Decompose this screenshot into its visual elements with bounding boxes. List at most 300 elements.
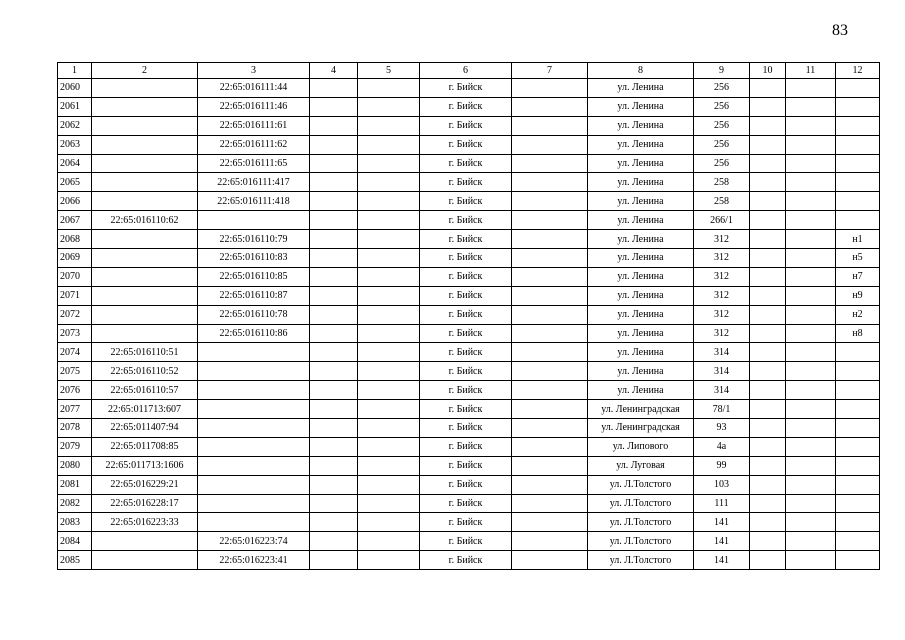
table-cell: 2062 xyxy=(58,116,92,135)
table-cell xyxy=(512,437,588,456)
table-cell xyxy=(512,381,588,400)
table-cell: ул. Ленина xyxy=(588,267,694,286)
table-cell xyxy=(358,97,420,116)
table-cell xyxy=(310,305,358,324)
table-cell xyxy=(836,437,880,456)
table-cell: 2075 xyxy=(58,362,92,381)
table-cell xyxy=(512,324,588,343)
table-cell: 22:65:011708:85 xyxy=(92,437,198,456)
table-cell xyxy=(198,362,310,381)
table-cell xyxy=(92,324,198,343)
table-row xyxy=(58,456,880,475)
table-cell: 22:65:016110:52 xyxy=(92,362,198,381)
table-cell xyxy=(750,116,786,135)
table-cell xyxy=(836,211,880,230)
table-cell xyxy=(358,456,420,475)
table-cell xyxy=(786,249,836,268)
table-cell xyxy=(750,154,786,173)
table-row xyxy=(58,343,880,362)
table-cell: 266/1 xyxy=(694,211,750,230)
table-cell: 22:65:016110:83 xyxy=(198,249,310,268)
table-cell: 22:65:016228:17 xyxy=(92,494,198,513)
table-cell xyxy=(786,437,836,456)
table-cell xyxy=(358,192,420,211)
table-cell: 22:65:011713:1606 xyxy=(92,456,198,475)
table-cell xyxy=(358,400,420,419)
column-header-9: 9 xyxy=(694,63,750,79)
table-row xyxy=(58,192,880,211)
page-number: 83 xyxy=(832,22,848,39)
table-cell xyxy=(512,400,588,419)
table-cell xyxy=(358,437,420,456)
table-cell xyxy=(310,267,358,286)
table-cell xyxy=(358,419,420,438)
table-cell xyxy=(92,267,198,286)
table-cell xyxy=(358,532,420,551)
table-cell: 2079 xyxy=(58,437,92,456)
table-cell xyxy=(512,305,588,324)
table-cell xyxy=(512,116,588,135)
table-cell xyxy=(358,249,420,268)
table-cell xyxy=(786,286,836,305)
table-cell xyxy=(750,532,786,551)
table-cell: 312 xyxy=(694,267,750,286)
table-cell xyxy=(358,211,420,230)
table-cell xyxy=(750,230,786,249)
table-cell xyxy=(358,343,420,362)
table-cell: г. Бийск xyxy=(420,362,512,381)
table-cell xyxy=(310,419,358,438)
table-cell xyxy=(198,475,310,494)
table-cell xyxy=(198,456,310,475)
table-cell: ул. Ленина xyxy=(588,286,694,305)
table-row xyxy=(58,475,880,494)
table-cell xyxy=(786,211,836,230)
table-cell xyxy=(786,419,836,438)
table-cell xyxy=(750,135,786,154)
table-cell xyxy=(836,154,880,173)
table-cell: ул. Л.Толстого xyxy=(588,513,694,532)
table-cell: 256 xyxy=(694,154,750,173)
table-cell: г. Бийск xyxy=(420,173,512,192)
table-cell xyxy=(836,173,880,192)
table-cell xyxy=(750,551,786,570)
table-cell: 2085 xyxy=(58,551,92,570)
column-header-5: 5 xyxy=(358,63,420,79)
table-cell xyxy=(512,249,588,268)
table-cell xyxy=(750,475,786,494)
table-cell: н5 xyxy=(836,249,880,268)
table-cell: 256 xyxy=(694,135,750,154)
table-cell xyxy=(512,211,588,230)
table-cell: г. Бийск xyxy=(420,249,512,268)
table-cell: г. Бийск xyxy=(420,154,512,173)
table-cell xyxy=(786,173,836,192)
table-cell: 2069 xyxy=(58,249,92,268)
table-row xyxy=(58,494,880,513)
table-cell: г. Бийск xyxy=(420,97,512,116)
table-cell xyxy=(786,475,836,494)
table-cell xyxy=(198,211,310,230)
table-cell: г. Бийск xyxy=(420,267,512,286)
table-cell xyxy=(310,343,358,362)
column-header-12: 12 xyxy=(836,63,880,79)
table-row xyxy=(58,97,880,116)
table-header-row xyxy=(58,63,880,79)
table-cell: 2084 xyxy=(58,532,92,551)
table-cell xyxy=(836,513,880,532)
table-cell xyxy=(750,381,786,400)
table-cell xyxy=(786,381,836,400)
table-cell xyxy=(310,173,358,192)
table-cell xyxy=(92,305,198,324)
table-cell xyxy=(786,456,836,475)
table-cell: ул. Л.Толстого xyxy=(588,475,694,494)
table-cell: 2081 xyxy=(58,475,92,494)
table-cell: 22:65:016223:33 xyxy=(92,513,198,532)
table-cell xyxy=(750,343,786,362)
table-cell: 2060 xyxy=(58,79,92,98)
table-cell xyxy=(512,173,588,192)
table-row xyxy=(58,135,880,154)
table-cell xyxy=(92,97,198,116)
table-cell: н8 xyxy=(836,324,880,343)
table-cell: ул. Ленина xyxy=(588,135,694,154)
table-row xyxy=(58,324,880,343)
table-cell xyxy=(750,97,786,116)
table-cell xyxy=(786,532,836,551)
table-cell: 258 xyxy=(694,192,750,211)
table-cell: ул. Ленина xyxy=(588,97,694,116)
table-cell: г. Бийск xyxy=(420,513,512,532)
table-cell: г. Бийск xyxy=(420,475,512,494)
table-cell xyxy=(750,79,786,98)
table-row xyxy=(58,79,880,98)
table-cell xyxy=(512,97,588,116)
table-cell: 22:65:011407:94 xyxy=(92,419,198,438)
table-cell: 22:65:016110:78 xyxy=(198,305,310,324)
table-cell xyxy=(750,513,786,532)
table-cell: ул. Ленина xyxy=(588,249,694,268)
table-cell xyxy=(92,135,198,154)
column-header-2: 2 xyxy=(92,63,198,79)
table-cell xyxy=(786,135,836,154)
table-cell xyxy=(358,475,420,494)
table-cell xyxy=(836,494,880,513)
column-header-11: 11 xyxy=(786,63,836,79)
table-cell xyxy=(750,286,786,305)
table-row xyxy=(58,419,880,438)
table-cell: 312 xyxy=(694,324,750,343)
table-cell xyxy=(358,305,420,324)
table-cell: 2083 xyxy=(58,513,92,532)
column-header-3: 3 xyxy=(198,63,310,79)
table-cell: 141 xyxy=(694,532,750,551)
column-header-1: 1 xyxy=(58,63,92,79)
table-cell: г. Бийск xyxy=(420,79,512,98)
table-cell: 312 xyxy=(694,230,750,249)
table-cell xyxy=(836,135,880,154)
table-cell: 2078 xyxy=(58,419,92,438)
table-cell xyxy=(310,97,358,116)
table-cell xyxy=(786,494,836,513)
table-cell xyxy=(310,230,358,249)
column-header-7: 7 xyxy=(512,63,588,79)
table-cell: 256 xyxy=(694,116,750,135)
table-cell xyxy=(786,400,836,419)
table-cell xyxy=(310,324,358,343)
table-cell xyxy=(92,249,198,268)
table-cell: 22:65:011713:607 xyxy=(92,400,198,419)
table-cell xyxy=(786,154,836,173)
table-cell: ул. Луговая xyxy=(588,456,694,475)
table-cell: 22:65:016110:86 xyxy=(198,324,310,343)
table-cell xyxy=(358,551,420,570)
table-cell xyxy=(750,437,786,456)
table-cell: 2066 xyxy=(58,192,92,211)
table-cell: г. Бийск xyxy=(420,437,512,456)
table-cell xyxy=(512,494,588,513)
table-cell xyxy=(750,324,786,343)
table-cell xyxy=(512,192,588,211)
address-table xyxy=(57,62,880,570)
table-cell xyxy=(358,79,420,98)
table-cell xyxy=(358,513,420,532)
table-row xyxy=(58,513,880,532)
table-cell xyxy=(310,362,358,381)
table-row xyxy=(58,305,880,324)
table-cell xyxy=(92,154,198,173)
table-row xyxy=(58,173,880,192)
table-cell xyxy=(836,419,880,438)
table-body xyxy=(58,79,880,570)
column-header-10: 10 xyxy=(750,63,786,79)
table-cell: н2 xyxy=(836,305,880,324)
table-cell xyxy=(836,343,880,362)
table-cell xyxy=(358,116,420,135)
table-row xyxy=(58,230,880,249)
table-row xyxy=(58,211,880,230)
table-cell xyxy=(512,475,588,494)
table-cell: ул. Ленина xyxy=(588,230,694,249)
table-cell xyxy=(836,97,880,116)
table-cell xyxy=(836,456,880,475)
table-cell xyxy=(512,419,588,438)
table-cell: 141 xyxy=(694,513,750,532)
table-cell: г. Бийск xyxy=(420,211,512,230)
table-cell xyxy=(358,135,420,154)
table-cell xyxy=(358,494,420,513)
table-cell: 2077 xyxy=(58,400,92,419)
table-cell xyxy=(512,513,588,532)
table-cell xyxy=(92,551,198,570)
table-cell: н7 xyxy=(836,267,880,286)
table-cell: ул. Ленина xyxy=(588,343,694,362)
table-cell xyxy=(750,173,786,192)
table-cell xyxy=(750,211,786,230)
table-cell: г. Бийск xyxy=(420,286,512,305)
table-cell: 111 xyxy=(694,494,750,513)
table-cell xyxy=(786,79,836,98)
table-row xyxy=(58,154,880,173)
table-cell xyxy=(310,381,358,400)
table-cell: г. Бийск xyxy=(420,532,512,551)
table-cell: ул. Л.Толстого xyxy=(588,494,694,513)
table-cell: 22:65:016111:46 xyxy=(198,97,310,116)
table-cell: ул. Ленина xyxy=(588,324,694,343)
table-cell xyxy=(512,456,588,475)
table-cell: 2061 xyxy=(58,97,92,116)
table-cell: 22:65:016110:85 xyxy=(198,267,310,286)
table-cell: 2071 xyxy=(58,286,92,305)
table-cell: ул. Ленинградская xyxy=(588,419,694,438)
table-cell: н9 xyxy=(836,286,880,305)
table-cell: 2074 xyxy=(58,343,92,362)
table-cell xyxy=(310,494,358,513)
table-cell xyxy=(358,381,420,400)
table-cell xyxy=(512,343,588,362)
table-row xyxy=(58,267,880,286)
table-cell xyxy=(512,135,588,154)
table-cell: 22:65:016110:57 xyxy=(92,381,198,400)
table-cell: ул. Л.Толстого xyxy=(588,532,694,551)
table-cell: 314 xyxy=(694,381,750,400)
table-cell: 2073 xyxy=(58,324,92,343)
table-cell: г. Бийск xyxy=(420,400,512,419)
column-header-6: 6 xyxy=(420,63,512,79)
table-cell: 314 xyxy=(694,362,750,381)
table-cell: г. Бийск xyxy=(420,230,512,249)
table-cell xyxy=(836,551,880,570)
table-cell: 2080 xyxy=(58,456,92,475)
table-cell xyxy=(310,116,358,135)
table-row xyxy=(58,532,880,551)
table-cell xyxy=(310,79,358,98)
table-cell xyxy=(512,79,588,98)
table-cell: 22:65:016110:79 xyxy=(198,230,310,249)
table-cell: ул. Ленина xyxy=(588,116,694,135)
table-cell xyxy=(358,286,420,305)
table-cell xyxy=(836,192,880,211)
table-cell xyxy=(786,343,836,362)
table-cell xyxy=(310,475,358,494)
table-cell xyxy=(310,135,358,154)
table-cell xyxy=(750,362,786,381)
table-cell: 22:65:016111:44 xyxy=(198,79,310,98)
table-cell: 256 xyxy=(694,79,750,98)
table-cell: г. Бийск xyxy=(420,343,512,362)
table-cell xyxy=(786,324,836,343)
table-cell: г. Бийск xyxy=(420,494,512,513)
table-cell xyxy=(750,456,786,475)
table-cell: 22:65:016223:74 xyxy=(198,532,310,551)
table-cell: 312 xyxy=(694,286,750,305)
table-row xyxy=(58,437,880,456)
table-cell: 93 xyxy=(694,419,750,438)
table-row xyxy=(58,381,880,400)
table-cell: ул. Ленина xyxy=(588,154,694,173)
table-cell xyxy=(310,400,358,419)
table-cell xyxy=(198,513,310,532)
table-cell xyxy=(786,230,836,249)
table-cell: г. Бийск xyxy=(420,116,512,135)
table-cell xyxy=(198,343,310,362)
table-cell xyxy=(92,286,198,305)
table-cell xyxy=(358,154,420,173)
table-cell xyxy=(786,97,836,116)
table-cell xyxy=(750,419,786,438)
table-cell xyxy=(358,230,420,249)
table-cell xyxy=(512,154,588,173)
table-cell xyxy=(358,362,420,381)
table-cell: г. Бийск xyxy=(420,456,512,475)
table-cell xyxy=(198,437,310,456)
table-cell xyxy=(786,362,836,381)
table-cell: ул. Ленина xyxy=(588,173,694,192)
table-cell: 2063 xyxy=(58,135,92,154)
table-cell xyxy=(310,532,358,551)
table-cell: ул. Ленина xyxy=(588,362,694,381)
table-cell xyxy=(92,173,198,192)
table-cell: 22:65:016110:62 xyxy=(92,211,198,230)
table-cell xyxy=(310,456,358,475)
table-cell xyxy=(750,267,786,286)
table-cell xyxy=(512,532,588,551)
table-cell xyxy=(786,305,836,324)
table-cell xyxy=(750,192,786,211)
table-cell: ул. Ленина xyxy=(588,79,694,98)
table-cell: ул. Ленина xyxy=(588,211,694,230)
table-cell xyxy=(358,324,420,343)
table-cell: 22:65:016111:418 xyxy=(198,192,310,211)
table-cell: ул. Ленина xyxy=(588,381,694,400)
table-cell xyxy=(512,230,588,249)
table-cell xyxy=(198,400,310,419)
table-cell xyxy=(836,362,880,381)
table-cell xyxy=(310,192,358,211)
table-cell: 312 xyxy=(694,305,750,324)
table-cell: 22:65:016111:62 xyxy=(198,135,310,154)
table-cell: 4а xyxy=(694,437,750,456)
table-cell: 22:65:016111:61 xyxy=(198,116,310,135)
table-row xyxy=(58,116,880,135)
table-cell xyxy=(198,419,310,438)
table-cell: г. Бийск xyxy=(420,381,512,400)
table-cell xyxy=(92,116,198,135)
column-header-4: 4 xyxy=(310,63,358,79)
table-cell xyxy=(836,532,880,551)
table-cell: 22:65:016111:65 xyxy=(198,154,310,173)
table-cell: г. Бийск xyxy=(420,419,512,438)
table-cell xyxy=(92,192,198,211)
table-cell: 2067 xyxy=(58,211,92,230)
table-cell: 2064 xyxy=(58,154,92,173)
table-cell: 2076 xyxy=(58,381,92,400)
table-cell xyxy=(750,249,786,268)
table-cell xyxy=(310,513,358,532)
table-cell xyxy=(512,286,588,305)
table-row xyxy=(58,249,880,268)
table-cell xyxy=(198,381,310,400)
table-cell xyxy=(786,116,836,135)
table-cell xyxy=(92,79,198,98)
table-row xyxy=(58,362,880,381)
table-cell xyxy=(836,116,880,135)
table-cell xyxy=(750,400,786,419)
table-cell: 22:65:016223:41 xyxy=(198,551,310,570)
table-cell xyxy=(836,475,880,494)
table-cell xyxy=(310,249,358,268)
